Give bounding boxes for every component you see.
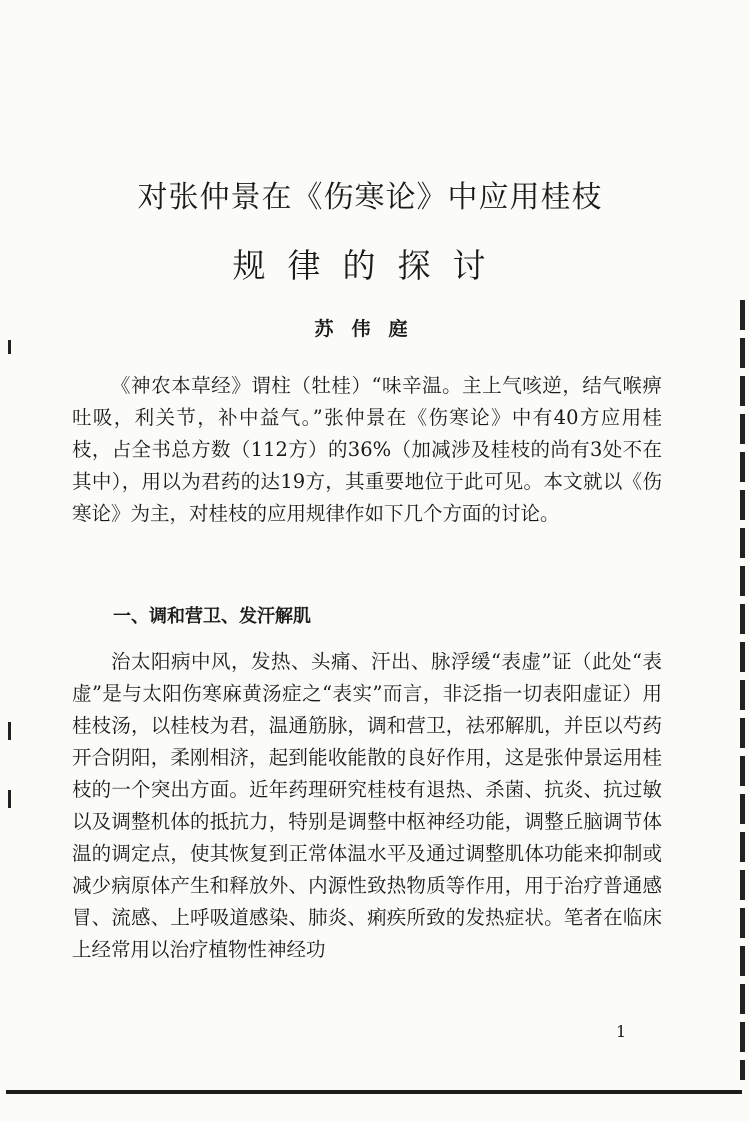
scan-mark <box>8 790 11 808</box>
page-number: 1 <box>616 1022 627 1041</box>
title-line-2: 规律的探讨 <box>232 246 508 285</box>
scan-mark <box>8 340 11 354</box>
scan-edge-shadow <box>740 300 745 1080</box>
section-heading: 一、调和营卫、发汗解肌 <box>113 606 311 627</box>
page-bottom-rule <box>6 1090 742 1094</box>
author-name: 苏伟庭 <box>314 318 426 340</box>
intro-paragraph: 《神农本草经》谓柱（牡桂）“味辛温。主上气咳逆，结气喉痹吐吸，利关节，补中益气。”张仲景在《伤寒论》中有40方应用桂枝，占全书总方数（112方）的36%（加减涉及桂枝的尚有3处不在其中），用以为君药的达19方，其重要地位于此可见。本文就以《伤寒论》为主，对桂枝的应用规律作如下几个方面的讨论。 <box>72 374 662 525</box>
scan-mark <box>8 722 11 740</box>
title-line-1: 对张仲景在《伤寒论》中应用桂枝 <box>137 180 603 215</box>
body-paragraph: 治太阳病中风，发热、头痛、汗出、脉浮缓“表虚”证（此处“表虚”是与太阳伤寒麻黄汤症之“表实”而言，非泛指一切表阳虚证）用桂枝汤，以桂枝为君，温通筋脉，调和营卫，祛邪解肌，并臣以芍药开合阴阳，柔刚相济，起到能收能散的良好作用，这是张仲景运用桂枝的一个突出方面。近年药理研究桂枝有退热、杀菌、抗炎、抗过敏以及调整机体的抵抗力，特别是调整中枢神经功能，调整丘脑调节体温的调定点，使其恢复到正常体温水平及通过调整肌体功能来抑制或减少病原体产生和释放外、内源性致热物质等作用，用于治疗普通感冒、流感、上呼吸道感染、肺炎、痢疾所致的发热症状。笔者在临床上经常用以治疗植物性神经功 <box>72 650 662 961</box>
